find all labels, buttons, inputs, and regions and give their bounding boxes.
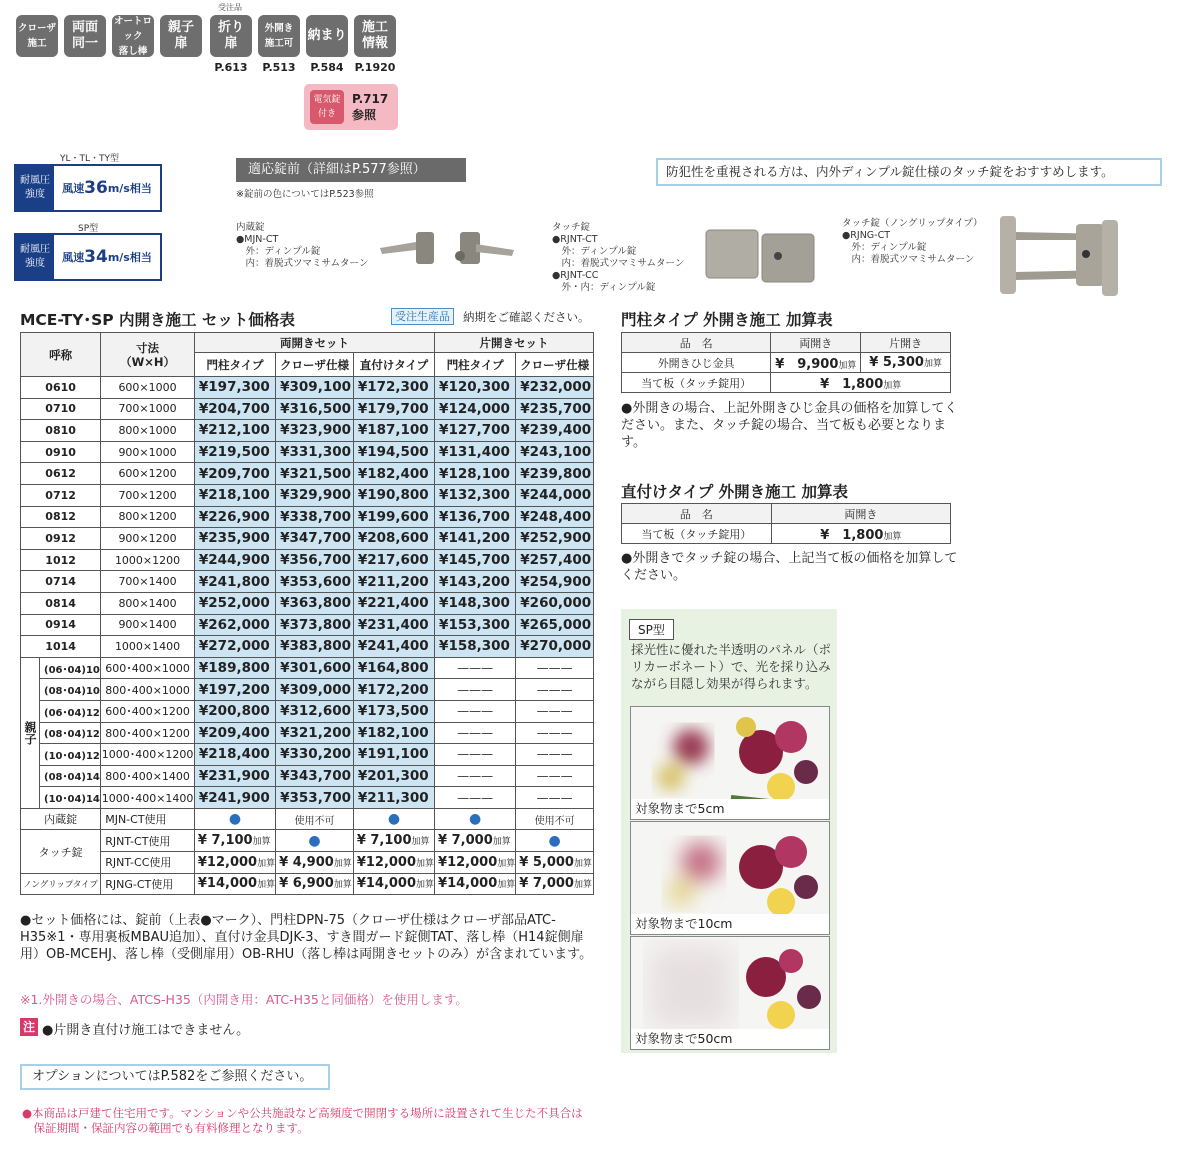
row-empty: ——— [516, 700, 594, 722]
row-price: ¥120,300 [435, 377, 516, 399]
sp-sample-image [630, 821, 830, 935]
electric-lock-icon: 電気錠 付き [310, 90, 344, 124]
row-price: ¥199,600 [353, 506, 434, 528]
row-price: ¥309,100 [276, 377, 354, 399]
row-size: 600×1000 [101, 377, 195, 399]
row-price: ¥329,900 [276, 484, 354, 506]
row-price: ¥232,000 [516, 377, 594, 399]
row-price: ¥201,300 [353, 765, 434, 787]
electric-lock-ref [304, 84, 398, 130]
row-price: ¥312,600 [276, 700, 354, 722]
caution-text: ●片開き直付け施工はできません。 [42, 1023, 250, 1038]
row-price: ¥323,900 [276, 420, 354, 442]
lock-heading: 適応錠前（詳細はP.577参照） [236, 158, 466, 182]
row-price: ¥244,000 [516, 484, 594, 506]
row-price: ¥254,900 [516, 571, 594, 593]
col-size: 寸法 （W×H） [101, 333, 195, 377]
row-size: 1000×1400 [101, 636, 195, 658]
row-code: 0814 [21, 592, 101, 614]
feature-box: 外開き 施工可 [258, 15, 300, 57]
row-empty: ——— [516, 657, 594, 679]
wind-label: 耐風圧 強度 [16, 166, 54, 210]
row-empty: ——— [435, 787, 516, 809]
lock-add: ¥14,000加算 [194, 873, 275, 895]
lock-value: ● [435, 808, 516, 830]
row-price: ¥211,200 [353, 571, 434, 593]
row-price: ¥270,000 [516, 636, 594, 658]
electric-lock-page: P.717 参照 [352, 92, 389, 122]
col-double: 両開き [771, 504, 950, 524]
row-empty: ——— [516, 765, 594, 787]
oyako-label: 親子 [21, 657, 40, 808]
row-price: ¥190,800 [353, 484, 434, 506]
row-price: ¥211,300 [353, 787, 434, 809]
row-size: 700×1400 [101, 571, 195, 593]
feature-box: 両面 同一 [64, 15, 106, 57]
table-row [21, 744, 594, 766]
row-price: ¥353,700 [276, 787, 354, 809]
table-row [21, 636, 594, 658]
row-size: 600･400×1000 [101, 657, 195, 679]
sp-sample-image [630, 706, 830, 820]
col-double: 両開きセット [194, 333, 434, 353]
feature-page-ref: P.584 [310, 61, 344, 74]
row-price: ¥191,100 [353, 744, 434, 766]
item-name: 外開きひじ金具 [622, 353, 771, 373]
col-item: 品 名 [622, 504, 772, 524]
main-table-title: MCE-TY･SP 内開き施工 セット価格表 [20, 311, 295, 329]
row-price: ¥347,700 [276, 528, 354, 550]
col-jika: 直付けタイプ [353, 353, 434, 377]
table-row [21, 592, 594, 614]
order-badge: 受注生産品 [391, 308, 454, 325]
row-price: ¥244,900 [194, 549, 275, 571]
row-size: 1000･400×1200 [101, 744, 195, 766]
row-price: ¥179,700 [353, 398, 434, 420]
row-empty: ——— [435, 700, 516, 722]
row-code: (08･04)10 [40, 679, 101, 701]
row-price: ¥148,300 [435, 592, 516, 614]
row-price: ¥124,000 [435, 398, 516, 420]
row-code: 0910 [21, 441, 101, 463]
row-code: (10･04)14 [40, 787, 101, 809]
row-price: ¥153,300 [435, 614, 516, 636]
row-price: ¥235,900 [194, 528, 275, 550]
lock-add: ¥14,000加算 [435, 873, 516, 895]
row-price: ¥158,300 [435, 636, 516, 658]
row-price: ¥248,400 [516, 506, 594, 528]
lock-add: ¥14,000加算 [353, 873, 434, 895]
row-price: ¥219,500 [194, 441, 275, 463]
row-price: ¥189,800 [194, 657, 275, 679]
lock-type: 内蔵錠 [21, 808, 101, 830]
row-price: ¥204,700 [194, 398, 275, 420]
row-empty: ——— [516, 722, 594, 744]
sp-caption: 対象物まで5cm [631, 799, 829, 819]
row-size: 800･400×1400 [101, 765, 195, 787]
row-price: ¥383,800 [276, 636, 354, 658]
table-row [21, 571, 594, 593]
lock-value: ● [353, 808, 434, 830]
jika-add-table [621, 503, 951, 544]
lock-add: ¥12,000加算 [353, 852, 434, 874]
row-price: ¥262,000 [194, 614, 275, 636]
row-price: ¥272,000 [194, 636, 275, 658]
feature-note: 受注品 [218, 3, 242, 12]
table-row [21, 700, 594, 722]
row-price: ¥218,400 [194, 744, 275, 766]
monchu-add-title: 門柱タイプ 外開き施工 加算表 [621, 311, 833, 329]
row-price: ¥353,600 [276, 571, 354, 593]
row-empty: ——— [435, 722, 516, 744]
col-code: 呼称 [21, 333, 101, 377]
table-row [21, 377, 594, 399]
row-price: ¥301,600 [276, 657, 354, 679]
lock-add: ¥12,000加算 [194, 852, 275, 874]
row-price: ¥265,000 [516, 614, 594, 636]
table-row [21, 787, 594, 809]
wind-value: 風速 34 m/s相当 [62, 247, 152, 267]
wind-caption: YL・TL・TY型 [60, 154, 120, 164]
row-price: ¥208,600 [353, 528, 434, 550]
lock-value: ● [276, 830, 354, 852]
wind-value: 風速 36 m/s相当 [62, 178, 152, 198]
row-price: ¥231,900 [194, 765, 275, 787]
lock-desc: 内蔵錠 ●MJN-CT 外：ディンプル錠 内：着脱式ツマミサムターン [236, 222, 369, 269]
nongrip-lock-icon [998, 214, 1122, 300]
row-empty: ——— [435, 657, 516, 679]
lock-model: MJN-CT使用 [101, 808, 195, 830]
table-row [21, 506, 594, 528]
col-monchu: 門柱タイプ [194, 353, 275, 377]
row-price: ¥197,200 [194, 679, 275, 701]
row-price: ¥257,400 [516, 549, 594, 571]
col-monchu2: 門柱タイプ [435, 353, 516, 377]
lock-type: タッチ錠 [21, 830, 101, 873]
row-size: 1000×1200 [101, 549, 195, 571]
price-table [20, 332, 594, 895]
row-price: ¥260,000 [516, 592, 594, 614]
row-size: 1000･400×1400 [101, 787, 195, 809]
table-row [21, 398, 594, 420]
row-code: (08･04)12 [40, 722, 101, 744]
item-name: 当て板（タッチ錠用） [622, 524, 772, 544]
row-price: ¥241,400 [353, 636, 434, 658]
row-price: ¥241,800 [194, 571, 275, 593]
col-closer: クローザ仕様 [276, 353, 354, 377]
row-empty: ——— [435, 744, 516, 766]
table-row [21, 528, 594, 550]
lock-add: ¥ 7,100加算 [353, 830, 434, 852]
row-price: ¥309,000 [276, 679, 354, 701]
table-row [21, 484, 594, 506]
monchu-add-note: ●外開きの場合、上記外開きひじ金具の価格を加算してください。また、タッチ錠の場合、当て板も必要となります。 [621, 401, 958, 450]
table-row [21, 614, 594, 636]
row-code: 0810 [21, 420, 101, 442]
lock-add: ¥12,000加算 [435, 852, 516, 874]
caution-icon: 注 [20, 1018, 38, 1036]
row-code: 0612 [21, 463, 101, 485]
row-price: ¥172,200 [353, 679, 434, 701]
order-note: 納期をご確認ください。 [463, 310, 590, 324]
row-price: ¥356,700 [276, 549, 354, 571]
row-price: ¥343,700 [276, 765, 354, 787]
lock-add: ¥ 4,900加算 [276, 852, 354, 874]
row-price: ¥164,800 [353, 657, 434, 679]
row-size: 600･400×1200 [101, 700, 195, 722]
row-price: ¥212,100 [194, 420, 275, 442]
feature-box: 施工 情報 [354, 15, 396, 57]
row-code: (06･04)12 [40, 700, 101, 722]
row-price: ¥209,400 [194, 722, 275, 744]
row-empty: ——— [516, 679, 594, 701]
row-code: 1012 [21, 549, 101, 571]
lock-add: ¥ 6,900加算 [276, 873, 354, 895]
row-empty: ——— [516, 787, 594, 809]
option-reference: オプションについてはP.582をご参照ください。 [20, 1064, 330, 1090]
row-size: 800×1200 [101, 506, 195, 528]
row-price: ¥200,800 [194, 700, 275, 722]
recommend-box: 防犯性を重視される方は、内外ディンプル錠仕様のタッチ錠をおすすめします。 [656, 158, 1162, 186]
lock-value: 使用不可 [516, 808, 594, 830]
row-price: ¥218,100 [194, 484, 275, 506]
row-code: 1014 [21, 636, 101, 658]
sp-caption: 対象物まで50cm [631, 1029, 829, 1049]
col-item: 品 名 [622, 333, 771, 353]
col-single: 片開きセット [435, 333, 594, 353]
row-code: (08･04)14 [40, 765, 101, 787]
set-price-note: ●セット価格には、錠前（上表●マーク）、門柱DPN-75（クローザ仕様はクローザ部品ATC-H35※1・専用裏板MBAU追加）、直付け金具DJK-3、すき間ガード錠側TAT、落し棒（H14錠側扉用）OB-MCEHJ、落し棒（受側扉用）OB-RHU（落し棒は両開きセットのみ）が含まれています。 [20, 913, 593, 962]
row-price: ¥172,300 [353, 377, 434, 399]
sp-panel [621, 609, 837, 1053]
row-price: ¥373,800 [276, 614, 354, 636]
row-price: ¥235,700 [516, 398, 594, 420]
col-closer2: クローザ仕様 [516, 353, 594, 377]
row-price: ¥241,900 [194, 787, 275, 809]
item-price: ¥ 5,300加算 [861, 353, 951, 373]
lock-add: ¥ 7,000加算 [435, 830, 516, 852]
row-price: ¥182,100 [353, 722, 434, 744]
feature-box: 納まり [306, 15, 348, 57]
row-price: ¥221,400 [353, 592, 434, 614]
row-code: (10･04)12 [40, 744, 101, 766]
row-size: 600×1200 [101, 463, 195, 485]
feature-page-ref: P.613 [214, 61, 248, 74]
row-price: ¥226,900 [194, 506, 275, 528]
row-price: ¥197,300 [194, 377, 275, 399]
table-row [21, 463, 594, 485]
row-price: ¥338,700 [276, 506, 354, 528]
row-price: ¥127,700 [435, 420, 516, 442]
lever-handle-icon [376, 228, 516, 272]
row-price: ¥321,200 [276, 722, 354, 744]
warranty-note: ●本商品は戸建て住宅用です。マンションや公共施設など高頻度で開閉する場所に設置されて生じた不具合は 保証期間・保証内容の範囲でも有料修理となります。 [22, 1106, 583, 1135]
row-code: 0710 [21, 398, 101, 420]
row-price: ¥209,700 [194, 463, 275, 485]
wind-label: 耐風圧 強度 [16, 235, 54, 279]
lock-add: ¥ 7,100加算 [194, 830, 275, 852]
row-price: ¥231,400 [353, 614, 434, 636]
row-size: 800･400×1200 [101, 722, 195, 744]
row-price: ¥136,700 [435, 506, 516, 528]
feature-box: 親子 扉 [160, 15, 202, 57]
sp-description: 採光性に優れた半透明のパネル（ポリカーボネート）で、光を採り込みながら目隠し効果が得られます。 [631, 642, 832, 691]
lock-desc: タッチ錠 ●RJNT-CT 外：ディンプル錠 内：着脱式ツマミサムターン ●RJNT-CC 外・内：ディンプル錠 [552, 222, 685, 293]
footnote-1: ※1.外開きの場合、ATCS-H35（内開き用：ATC-H35と同価格）を使用します。 [20, 992, 468, 1007]
lock-model: RJNG-CT使用 [101, 873, 195, 895]
row-price: ¥145,700 [435, 549, 516, 571]
row-price: ¥239,800 [516, 463, 594, 485]
table-row [21, 765, 594, 787]
lock-value: ● [194, 808, 275, 830]
col-double: 両開き [771, 333, 861, 353]
sp-sample-image [630, 936, 830, 1050]
table-row [21, 441, 594, 463]
lock-model: RJNT-CT使用 [101, 830, 195, 852]
wind-box [14, 164, 162, 212]
lock-model: RJNT-CC使用 [101, 852, 195, 874]
lock-value: 使用不可 [276, 808, 354, 830]
row-price: ¥182,400 [353, 463, 434, 485]
table-row [21, 549, 594, 571]
table-row [21, 420, 594, 442]
row-code: 0812 [21, 506, 101, 528]
row-size: 900×1200 [101, 528, 195, 550]
row-size: 700×1200 [101, 484, 195, 506]
row-size: 700×1000 [101, 398, 195, 420]
row-price: ¥128,100 [435, 463, 516, 485]
item-price: ¥ 1,800加算 [771, 373, 951, 393]
row-price: ¥239,400 [516, 420, 594, 442]
row-empty: ——— [435, 679, 516, 701]
row-price: ¥316,500 [276, 398, 354, 420]
row-price: ¥131,400 [435, 441, 516, 463]
table-row [21, 679, 594, 701]
touch-lock-icon [704, 226, 816, 288]
feature-box: クローザ 施工 [16, 15, 58, 57]
lock-add: ¥ 5,000加算 [516, 852, 594, 874]
table-row [21, 722, 594, 744]
item-price: ¥ 1,800加算 [771, 524, 950, 544]
row-price: ¥363,800 [276, 592, 354, 614]
jika-add-title: 直付けタイプ 外開き施工 加算表 [621, 483, 849, 501]
wind-caption: SP型 [78, 224, 99, 234]
row-price: ¥173,500 [353, 700, 434, 722]
row-code: 0714 [21, 571, 101, 593]
lock-type: ノングリップタイプ [21, 873, 101, 895]
monchu-add-table [621, 332, 951, 393]
jika-add-note: ●外開きでタッチ錠の場合、上記当て板の価格を加算してください。 [621, 551, 958, 583]
lock-color-note: ※錠前の色についてはP.523参照 [236, 189, 374, 200]
feature-box: オートロック 落し棒 [113, 15, 152, 57]
row-code: 0914 [21, 614, 101, 636]
item-price: ¥ 9,900加算 [771, 353, 861, 373]
row-size: 900×1000 [101, 441, 195, 463]
row-price: ¥321,500 [276, 463, 354, 485]
feature-page-ref: P.1920 [354, 61, 396, 74]
row-price: ¥132,300 [435, 484, 516, 506]
sp-caption: 対象物まで10cm [631, 914, 829, 934]
row-size: 800･400×1000 [101, 679, 195, 701]
sp-tag: SP型 [629, 619, 674, 640]
feature-page-ref: P.513 [262, 61, 296, 74]
row-size: 800×1400 [101, 592, 195, 614]
row-empty: ——— [435, 765, 516, 787]
item-name: 当て板（タッチ錠用） [622, 373, 771, 393]
row-price: ¥243,100 [516, 441, 594, 463]
row-price: ¥217,600 [353, 549, 434, 571]
row-price: ¥330,200 [276, 744, 354, 766]
lock-desc: タッチ錠（ノングリップタイプ） ●RJNG-CT 外：ディンプル錠 内：着脱式ツマミサムターン [842, 218, 983, 265]
row-code: 0712 [21, 484, 101, 506]
lock-add: ¥ 7,000加算 [516, 873, 594, 895]
row-size: 900×1400 [101, 614, 195, 636]
lock-value: ● [516, 830, 594, 852]
col-single: 片開き [861, 333, 951, 353]
row-price: ¥141,200 [435, 528, 516, 550]
row-code: 0912 [21, 528, 101, 550]
row-code: (06･04)10 [40, 657, 101, 679]
row-price: ¥252,900 [516, 528, 594, 550]
row-price: ¥187,100 [353, 420, 434, 442]
row-size: 800×1000 [101, 420, 195, 442]
table-row [21, 657, 594, 679]
row-empty: ——— [516, 744, 594, 766]
row-price: ¥252,000 [194, 592, 275, 614]
feature-box: 折り 扉 [210, 15, 252, 57]
row-price: ¥194,500 [353, 441, 434, 463]
row-code: 0610 [21, 377, 101, 399]
row-price: ¥331,300 [276, 441, 354, 463]
wind-box [14, 233, 162, 281]
row-price: ¥143,200 [435, 571, 516, 593]
